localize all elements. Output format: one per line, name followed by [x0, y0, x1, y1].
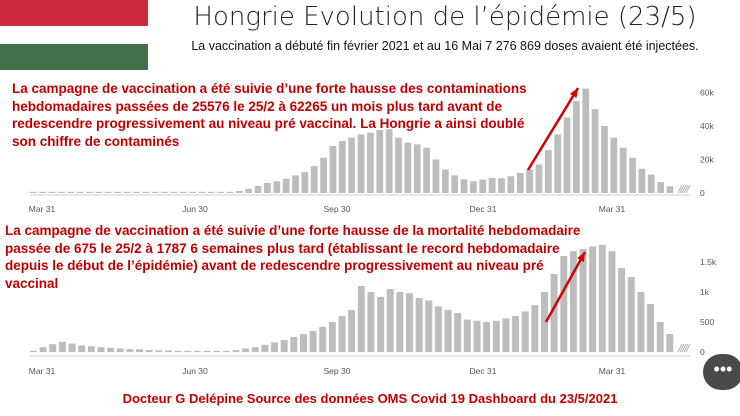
bar-cases — [245, 189, 252, 193]
bar-deaths — [609, 251, 616, 352]
bar-cases — [236, 191, 243, 193]
bar-cases — [86, 192, 93, 193]
x-tick-label-deaths: Mar 31 — [28, 366, 56, 376]
bar-deaths — [59, 342, 66, 352]
bar-deaths — [416, 298, 423, 352]
bar-deaths — [493, 321, 500, 352]
bar-cases — [554, 134, 561, 193]
bar-cases — [114, 192, 121, 193]
bar-cases — [142, 192, 149, 193]
bar-cases — [208, 192, 215, 193]
bar-deaths — [483, 322, 490, 352]
bar-cases — [180, 192, 187, 193]
bar-deaths — [512, 316, 519, 352]
bar-cases — [170, 192, 177, 193]
bar-cases — [404, 143, 411, 193]
incomplete-week-hatch-deaths — [686, 344, 690, 352]
bar-deaths — [184, 351, 191, 352]
bar-cases — [49, 192, 56, 193]
bar-deaths — [88, 346, 95, 352]
bar-deaths — [464, 320, 471, 352]
incomplete-week-hatch-cases — [680, 185, 684, 193]
bar-deaths — [367, 292, 374, 352]
bar-deaths — [589, 246, 596, 352]
bar-deaths — [377, 297, 384, 352]
bar-deaths — [242, 348, 249, 352]
bar-cases — [264, 183, 271, 193]
bar-deaths — [30, 351, 37, 352]
bar-cases — [620, 148, 627, 193]
y-tick-label-cases: 40k — [700, 120, 714, 131]
bar-cases — [479, 180, 486, 193]
x-tick-label-cases: Mar 31 — [598, 204, 626, 214]
bar-deaths — [435, 306, 442, 352]
x-tick-label-cases: Dec 31 — [469, 204, 497, 214]
y-tick-label-cases: 60k — [700, 87, 714, 98]
bar-cases — [161, 192, 168, 193]
bar-cases — [592, 109, 599, 193]
y-tick-label-deaths: 0 — [700, 347, 705, 357]
bar-deaths — [290, 337, 297, 352]
bar-deaths — [310, 331, 317, 352]
bar-cases — [152, 192, 159, 193]
incomplete-week-hatch-deaths — [678, 344, 682, 352]
incomplete-week-hatch-cases — [684, 185, 688, 193]
bar-deaths — [78, 345, 85, 352]
bar-cases — [414, 144, 421, 193]
incomplete-week-hatch-cases — [678, 185, 682, 193]
x-tick-label-deaths: Dec 31 — [469, 366, 497, 376]
bar-cases — [610, 138, 617, 193]
bar-deaths — [107, 348, 114, 352]
bar-deaths — [252, 347, 259, 352]
bar-deaths — [232, 350, 239, 352]
y-tick-label-cases: 0 — [700, 188, 705, 198]
bar-deaths — [657, 322, 664, 352]
bar-cases — [639, 169, 646, 193]
bar-cases — [564, 118, 571, 193]
bar-cases — [601, 126, 608, 193]
bar-cases — [442, 170, 449, 193]
bar-cases — [283, 179, 290, 193]
bar-cases — [423, 148, 430, 193]
bar-deaths — [204, 351, 211, 352]
incomplete-week-hatch-deaths — [684, 344, 688, 352]
incomplete-week-hatch-deaths — [680, 344, 684, 352]
x-tick-label-cases: Mar 31 — [28, 204, 56, 214]
x-tick-label-deaths: Mar 31 — [598, 366, 626, 376]
bar-deaths — [271, 342, 278, 352]
bar-deaths — [117, 348, 124, 352]
bar-deaths — [194, 351, 201, 352]
bar-deaths — [213, 351, 220, 352]
page-subtitle: La vaccination a débuté fin février 2021 et au 16 Mai 7 276 869 doses avaient été injectées. — [191, 39, 699, 53]
bar-deaths — [146, 350, 153, 352]
bar-deaths — [531, 305, 538, 352]
chat-bubble-icon[interactable]: ••• — [703, 354, 740, 390]
bar-cases — [58, 192, 65, 193]
source-footer: Docteur G Delépine Source des données OMS Covid 19 Dashboard du 23/5/2021 — [122, 391, 618, 406]
bar-cases — [573, 101, 580, 193]
bar-deaths — [454, 313, 461, 352]
bar-cases — [30, 192, 37, 193]
bar-deaths — [136, 349, 143, 352]
annotation-cases: La campagne de vaccination a été suivie d’une forte hausse des contaminations hebdomadaires passées de 25576 le 25/2 à 62265 un mois plus tard avant de redescendre progressivement au niveau pré vaccinal. La Hongrie a ainsi doublé son chiffre de contaminés — [12, 81, 527, 149]
bar-deaths — [281, 340, 288, 352]
bar-cases — [451, 175, 458, 193]
bar-deaths — [425, 300, 432, 352]
bar-cases — [489, 178, 496, 193]
bar-cases — [124, 192, 131, 193]
bar-cases — [67, 192, 74, 193]
annotation-deaths: La campagne de vaccination a été suivie d’une forte hausse de la mortalité hebdomadaire passée de 675 le 25/2 à 1787 6 semaines plus tard (établissant le record hebdomadaire depuis le début de l’épidémie) avant de redescendre progressivement au niveau pré vaccinal — [5, 223, 581, 291]
bar-deaths — [406, 293, 413, 352]
bar-deaths — [348, 310, 355, 352]
bar-cases — [629, 158, 636, 193]
bar-cases — [498, 178, 505, 193]
bar-deaths — [155, 350, 162, 352]
bar-cases — [526, 170, 533, 193]
bar-deaths — [49, 344, 56, 352]
bar-cases — [217, 192, 224, 193]
bar-deaths — [599, 245, 606, 352]
bar-cases — [189, 192, 196, 193]
bar-cases — [470, 181, 477, 193]
bar-deaths — [358, 286, 365, 352]
bar-cases — [227, 192, 234, 193]
bar-deaths — [647, 304, 654, 352]
bar-deaths — [396, 292, 403, 352]
y-tick-label-deaths: 1k — [700, 287, 709, 297]
incomplete-week-hatch-cases — [686, 185, 690, 193]
bar-cases — [96, 192, 103, 193]
bar-deaths — [502, 318, 509, 352]
bar-deaths — [319, 327, 326, 352]
bar-cases — [433, 159, 440, 193]
bar-deaths — [126, 349, 133, 352]
bar-deaths — [69, 344, 76, 352]
y-tick-label-cases: 20k — [700, 154, 714, 165]
bar-deaths — [628, 277, 635, 352]
bar-cases — [133, 192, 140, 193]
bar-cases — [582, 89, 589, 193]
x-tick-label-cases: Sep 30 — [323, 204, 351, 214]
bar-deaths — [387, 289, 394, 352]
bar-cases — [199, 192, 206, 193]
bar-cases — [320, 158, 327, 193]
bar-cases — [273, 181, 280, 193]
bar-deaths — [339, 316, 346, 352]
bar-cases — [517, 173, 524, 193]
bar-cases — [302, 172, 309, 193]
bar-cases — [311, 166, 318, 193]
bar-deaths — [637, 292, 644, 352]
bar-deaths — [97, 347, 104, 352]
bar-deaths — [261, 345, 268, 352]
y-tick-label-deaths: 500 — [700, 317, 715, 327]
bar-deaths — [474, 321, 481, 352]
bar-cases — [507, 176, 514, 193]
x-tick-label-cases: Jun 30 — [182, 204, 208, 214]
incomplete-week-hatch-deaths — [682, 344, 686, 352]
bar-deaths — [165, 351, 172, 353]
bar-cases — [255, 186, 262, 193]
bar-deaths — [223, 351, 230, 352]
page-title: Hongrie Evolution de l’épidémie (23/5) — [193, 2, 697, 32]
bar-cases — [657, 182, 664, 193]
bar-cases — [77, 192, 84, 193]
bar-deaths — [522, 312, 529, 353]
bar-cases — [461, 179, 468, 193]
bar-cases — [667, 186, 674, 193]
incomplete-week-hatch-cases — [682, 185, 686, 193]
x-tick-label-deaths: Sep 30 — [323, 366, 351, 376]
bar-cases — [292, 175, 299, 193]
bar-deaths — [175, 351, 182, 352]
x-tick-label-deaths: Jun 30 — [182, 366, 208, 376]
bar-cases — [39, 192, 46, 193]
bar-deaths — [300, 334, 307, 352]
bar-cases — [545, 150, 552, 193]
bar-deaths — [40, 347, 47, 352]
bar-cases — [536, 164, 543, 193]
bar-deaths — [618, 268, 625, 352]
y-tick-label-deaths: 1.5k — [700, 257, 717, 267]
bar-deaths — [445, 310, 452, 352]
bar-cases — [330, 146, 337, 193]
bar-deaths — [329, 322, 336, 352]
bar-cases — [105, 192, 112, 193]
bar-cases — [648, 175, 655, 193]
bar-deaths — [666, 334, 673, 352]
